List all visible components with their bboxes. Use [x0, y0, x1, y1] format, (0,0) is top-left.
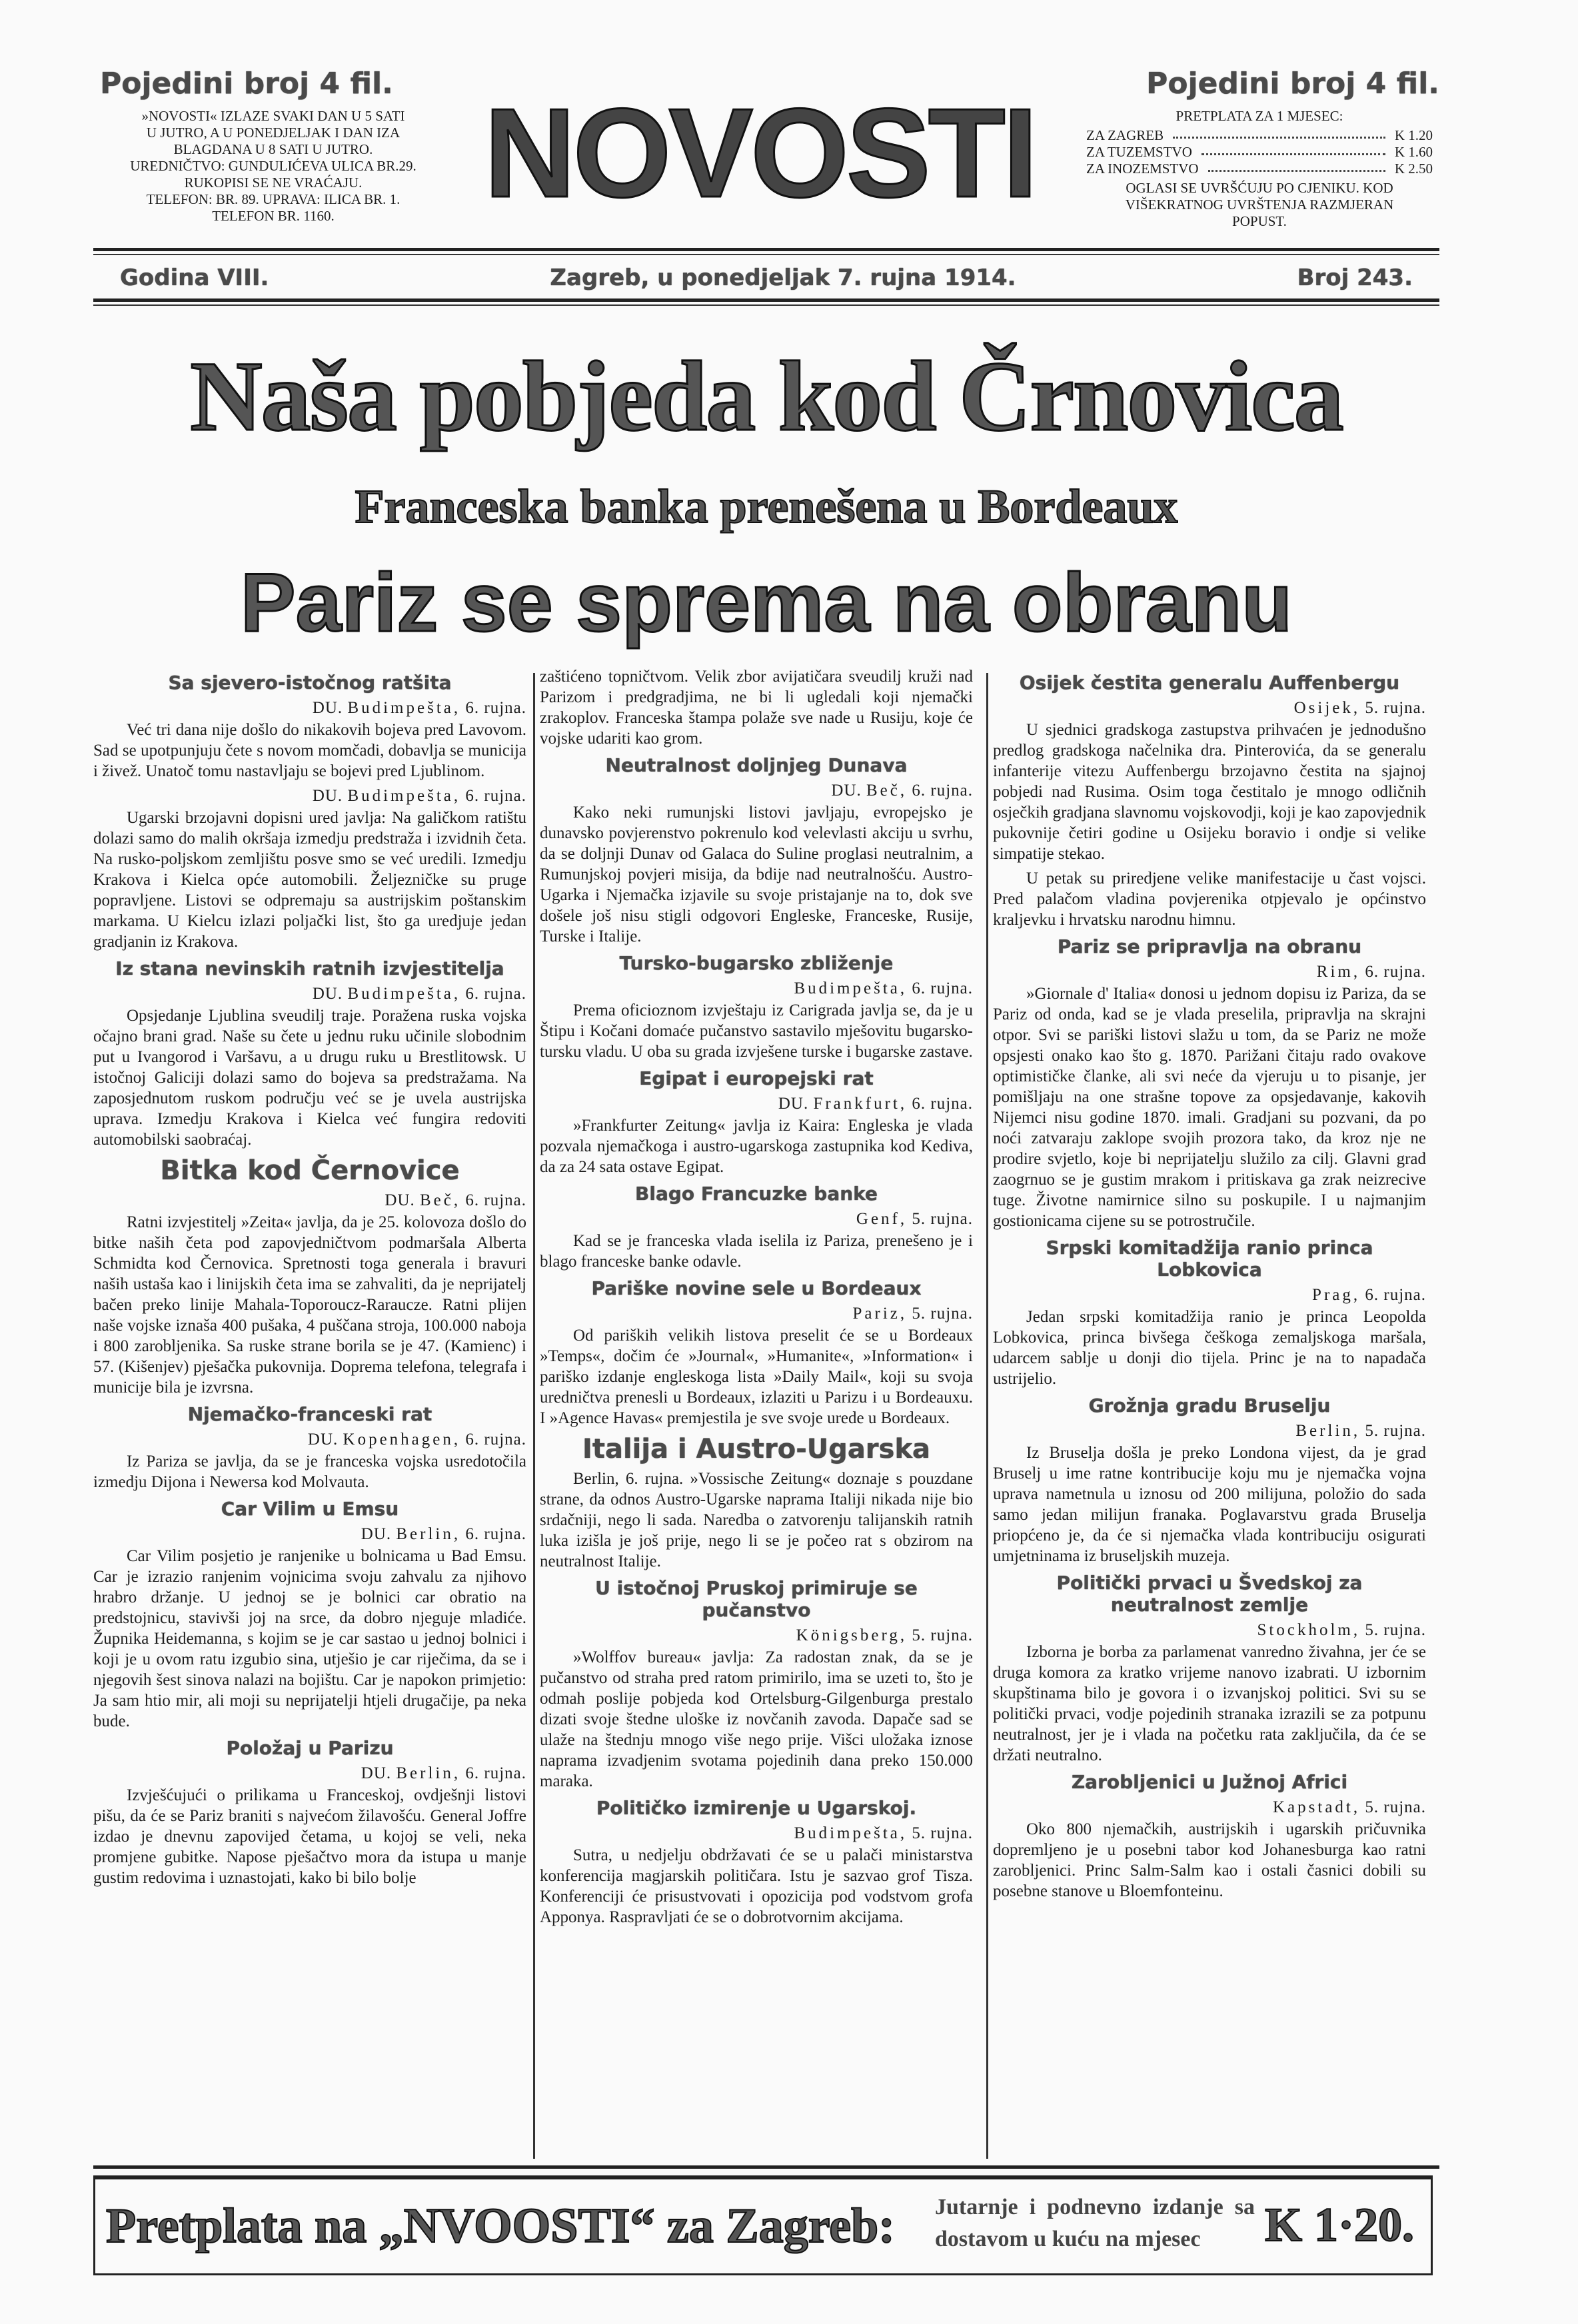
dateline-place: Königsberg,: [796, 1626, 908, 1644]
price-row: [1086, 144, 1433, 161]
article-title: Neutralnost doljnjeg Dunava: [605, 754, 908, 776]
dateline-place: Berlin,: [396, 1525, 461, 1543]
dateline-date: 6. rujna.: [465, 1431, 526, 1449]
dateline: [93, 261, 1439, 294]
article-paragraph: Već tri dana nije došlo do nikakovih bojeva pred Lavovom. Sad se upotpunjuju čete s novom momčadi, dobavlja se municija i živež. Unatoč tomu nastavljaju se bojevi pred Ljublinom.: [93, 721, 526, 780]
dateline-place: Budimpešta,: [794, 1824, 908, 1842]
dateline-date: 6. rujna.: [465, 1764, 526, 1782]
masthead-rule: [93, 248, 1439, 251]
dateline-place: Rim,: [1316, 963, 1361, 981]
agency-prefix: DU.: [312, 985, 343, 1003]
info-line: »NOVOSTI« IZLAZE SVAKI DAN U 5 SATI: [141, 108, 405, 124]
dateline-date: 6. rujna.: [912, 1095, 973, 1113]
dateline-source: [993, 1797, 1426, 1818]
column-divider: [533, 673, 535, 2159]
price-value: K 2.50: [1394, 161, 1433, 177]
dateline-date: 6. rujna.: [465, 985, 526, 1003]
subscription-title: PRETPLATA ZA 1 MJESEC:: [1176, 108, 1343, 124]
ads-info: [1080, 180, 1439, 230]
article-paragraph: U sjednici gradskoga zastupstva prihvaćen je jednodušno predlog gradskoga načelnika dra. Pinterovića, da se generalu infanterije vitezu Auffenbergu brzojavno čestita na sjajnoj pobjedi nad Rusima. Osim toga čestitalo je mnogo odličnih osječkih gradjana slavnomu vojskovodji, koji je kao zapovjednik pukovnije četiri godine u Osijeku boravio i ondje si velike simpatije stekao.: [993, 721, 1426, 863]
single-issue-price: Pojedini broj 4 fil.: [1146, 67, 1439, 101]
issue-number: Broj 243.: [1297, 265, 1413, 291]
article-paragraph: Iz Pariza se javlja, da se je franceska vojska usredotočila izmedju Dijona i Newersa kod Molvauta.: [93, 1452, 526, 1491]
masthead-rule-thin: [93, 254, 1439, 255]
info-line: RUKOPISI SE NE VRAĆAJU.: [184, 175, 363, 191]
article-title: Sa sjevero-istočnog ratšita: [168, 672, 452, 694]
price-label: ZA TUZEMSTVO: [1086, 144, 1192, 160]
dateline-source: [540, 1303, 973, 1324]
info-line: U JUTRO, A U PONEDJELJAK I DAN IZA: [146, 125, 400, 141]
banner-price: K 1·20.: [1265, 2198, 1415, 2251]
dateline-place: Pariz,: [852, 1305, 908, 1323]
article-title: Blago Francuzke banke: [635, 1183, 878, 1205]
price-row: [1086, 161, 1433, 177]
dateline-date: 6. rujna.: [465, 787, 526, 805]
article: [93, 672, 526, 952]
article: [540, 1434, 973, 1572]
dateline-source: [93, 1429, 526, 1450]
dateline-place: Genf,: [856, 1210, 908, 1228]
dateline-place: Berlin,: [1295, 1422, 1361, 1440]
article-paragraph: Jedan srpski komitadžija ranio je princa Leopolda Lobkovica, princa bivšega češkoga zemaljskoga maršala, udarcem sablje u donji dio tijela. Princ je na to napadača ustrijelio.: [993, 1308, 1426, 1388]
price-row: [1086, 127, 1433, 144]
info-line: VIŠEKRATNOG UVRŠTENJA RAZMJERAN: [1125, 197, 1394, 213]
dateline-date: 5. rujna.: [912, 1305, 973, 1323]
dateline-source: [540, 978, 973, 999]
dateline-place: Budimpešta,: [347, 699, 461, 717]
dateline-source: [993, 1421, 1426, 1441]
article-paragraph: zaštićeno topničtvom. Velik zbor avijatičara sveudilj kruži nad Parizom i predgradjima, ne bi li ugledali koji njemački zrakoplov. Franceska štampa polaže sve nade u Rusiju, koje će vojske udariti kao grom.: [540, 668, 973, 748]
article-title: Grožnja gradu Bruselju: [1088, 1395, 1331, 1417]
dateline-place: Beč,: [866, 782, 908, 800]
dateline-place: Budimpešta,: [347, 787, 461, 805]
dateline-source: [993, 1285, 1426, 1305]
article: [93, 1155, 526, 1398]
article-paragraph: Od pariških velikih listova preselit će se u Bordeaux »Temps«, dočim će »Journal«, »Humanite«, »Information« i pariško izdanje engleskoga lista »Daily Mail«, koji su svoja uredničtva prenesli u Bordeaux, izlaziti u Parizu i u Bordeauxu. I »Agence Havas« premjestila je sve svoje urede u Bordeaux.: [540, 1327, 973, 1427]
article-title: Političko izmirenje u Ugarskoj.: [596, 1797, 917, 1819]
dateline-rule-thin: [93, 304, 1439, 306]
article: [993, 1237, 1426, 1389]
agency-prefix: DU.: [778, 1095, 809, 1113]
article-title: U istočnoj Pruskoj primiruje se pučanstvo: [595, 1577, 918, 1621]
article: [993, 1771, 1426, 1902]
article-paragraph: Prema oficioznom izvještaju iz Carigrada javlja se, da je u Štipu i Kočani domaće pučanstvo sastavilo mješovitu bugarsko-tursku vladu. U oba su grada izvješene turske i bugarske zastave.: [540, 1001, 973, 1061]
price-label: ZA INOZEMSTVO: [1086, 161, 1199, 177]
subscription-prices: [1086, 127, 1433, 177]
dateline-date: 5. rujna.: [1365, 699, 1426, 717]
article: [993, 935, 1426, 1231]
article: [540, 1277, 973, 1429]
article-paragraph: Sutra, u nedjelju obdržavati će se u palači ministarstva konferencija magjarskih političara. Istu je sazvao grof Tisza. Konferenciji će prisustvovati i opozicija pod vodstvom grofa Apponya. Raspravljati će se o dobrotvornim akcijama.: [540, 1846, 973, 1926]
masthead-left: [100, 67, 446, 225]
agency-prefix: DU.: [385, 1191, 415, 1209]
dateline-date: 6. rujna.: [1365, 963, 1426, 981]
dateline-place: Kopenhagen,: [343, 1431, 461, 1449]
leader-dots: [1208, 161, 1385, 172]
dateline-date: 6. rujna.: [912, 979, 973, 997]
article-title: Pariške novine sele u Bordeaux: [591, 1277, 922, 1299]
article: [540, 1577, 973, 1792]
dateline-source: [993, 961, 1426, 982]
dateline-date: 6. rujna.: [465, 1191, 526, 1209]
dateline-source: [93, 698, 526, 718]
dateline-place: Stockholm,: [1257, 1621, 1361, 1639]
dateline-source: [993, 1620, 1426, 1640]
article-title: Car Vilim u Emsu: [221, 1498, 399, 1520]
dateline-rule: [93, 298, 1439, 302]
dateline-date: 6. rujna.: [1365, 1286, 1426, 1304]
article: [993, 1572, 1426, 1766]
article-paragraph: Izborna je borba za parlamenat vanredno živahna, jer će se druga komora za kratko vrijeme nanovo izabrati. U izbornim skupštinama bilo je govora i o izvanjskoj politici. Svi su se politički prvaci, vodje pojedinih stranaka izrazili se za potpunu neutralnost, jer je i vlada na početku rata zaključila, da će se držati neutralno.: [993, 1643, 1426, 1764]
dateline-source: [93, 1190, 526, 1211]
dateline-source: [93, 786, 526, 806]
article-paragraph: Car Vilim posjetio je ranjenike u bolnicama u Bad Emsu. Car je izrazio ranjenim vojnicima svoju zahvalu za njihovo hrabro držanje. U jednoj se je bolnici car obratio na predstojnicu, stavivši joj na srce, da dobro njeguje mladiće. Župnika Heidemanna, s kojim se je car sastao u jednoj bolnici i koji je u ovom ratu izgubio sina, utješio je car riječima, da se i njegovih šest sinova nalazi na bojištu. Car je napokon primjetio: Ja sam htio mir, ali moji su neprijatelji htjeli drugačije, pa neka bude.: [93, 1547, 526, 1730]
column-divider: [986, 673, 988, 2159]
dateline-source: [993, 698, 1426, 718]
agency-prefix: DU.: [361, 1525, 392, 1543]
article-paragraph: Opsjedanje Ljublina sveudilj traje. Poražena ruska vojska očajno brani grad. Naše su čete u jednu ruku učinile slobodnim put u Ivangorod i Varšavu, a u drugu ruku u Brestlitowsk. U istočnoj Galiciji dolazi samo do bojeva sa predstražama. Na zaposjednutom ruskom području već se je uvela austrijska uprava. Izmedju Krakova i Kielca već fungira redoviti automobilski saobraćaj.: [93, 1007, 526, 1149]
main-headline: Naša pobjeda kod Črnovica: [190, 341, 1343, 452]
dateline-source: [540, 780, 973, 801]
column-1: [93, 666, 526, 1892]
masthead: [93, 67, 1439, 253]
article-paragraph: Ugarski brzojavni dopisni ured javlja: Na galičkom ratištu dolazi samo do malih okršaja izmedju predstraža i izvidnih četa. Na rusko-poljskom zemljištu posve smo se već uredili. Izmedju Krakova i Kielca opće automobili. Željezničke su pruge popravljene. Listovi se odpremaju sa austrijskim poštanskim markama. U Kielcu izlazi poljački list, što ga uredjuje jedan gradjanin iz Krakova.: [93, 809, 526, 951]
article: [540, 1797, 973, 1928]
info-line: OGLASI SE UVRŠĆUJU PO CJENIKU. KOD: [1126, 180, 1393, 196]
dateline-place: Osijek,: [1293, 699, 1361, 717]
sub-headline: Franceska banka prenešena u Bordeaux: [355, 480, 1178, 533]
dateline-place: Prag,: [1312, 1286, 1361, 1304]
dateline-place: Berlin,: [396, 1764, 461, 1782]
article-title: Položaj u Parizu: [226, 1737, 394, 1759]
agency-prefix: DU.: [307, 1431, 339, 1449]
article-paragraph: Izvješćujući o prilikama u Franceskoj, ovdješnji listovi pišu, da će se Pariz braniti s najvećom žilavošću. General Joffre izdao je dnevnu zapovijed četama, u kojoj se veli, neka promjene gubitke. Napose pješačtvo mora da istupa u manje gustim redovima i uznastojati, kako bi bilo bolje: [93, 1786, 526, 1887]
dateline-date: 5. rujna.: [1365, 1798, 1426, 1816]
article-title: Politički prvaci u Švedskoj za neutralnost zemlje: [1056, 1572, 1363, 1616]
article-paragraph: »Wolffov bureau« javlja: Za radostan znak, da se je pučanstvo od straha pred ratom primirilo, ima se uzeti to, što je odmah poslije pobjeda kod Ortelsburg-Gilgenburga prestalo dizati svoje štedne uloške iz novčanih zavoda. Dapače sad se ulaže na štednju mnogo više nego prije. Višci uložaka iznose naprama izvadjenim svotama pojedinih dana preko 150.000 maraka.: [540, 1648, 973, 1790]
dateline-place: Kapstadt,: [1273, 1798, 1361, 1816]
article-paragraph: Ratni izvjestitelj »Zeita« javlja, da je 25. kolovoza došlo do bitke naših četa pod zapovjedničtvom podmaršala Alberta Schmidta kod Černovica. Spretnosti toga generala i bravuri naših ustaša kao i linijskih četa ima se zahvaliti, da je neprijatelj bačen preko linije Mahala-Toporoucz-Raraucze. Ratni plijen naše vojske iznaša 400 pušaka, 4 puščana stroja, 100.000 naboja i 800 zarobljenika. Sa ruske strane borila se je 47. (Kamienc) i 57. (Kišenjev) pješačka pukovnija. Doprema telefona, telegrafa i municije bila je izvrsna.: [93, 1213, 526, 1397]
article-title: Iz stana nevinskih ratnih izvjestitelja: [115, 957, 504, 979]
info-line: POPUST.: [1232, 213, 1287, 229]
price-value: K 1.60: [1394, 144, 1433, 160]
dateline-date: 5. rujna.: [912, 1210, 973, 1228]
dateline-place: Frankfurt,: [813, 1095, 908, 1113]
info-line: TELEFON BR. 1160.: [212, 208, 335, 224]
article-title: Zarobljenici u Južnoj Africi: [1071, 1771, 1348, 1793]
dateline-date: 5. rujna.: [1365, 1621, 1426, 1639]
info-line: UREDNIČTVO: GUNDULIĆEVA ULICA BR.29.: [130, 158, 416, 174]
banner-main-text: Pretplata na „NVOOSTI“ za Zagreb:: [106, 2199, 895, 2253]
dateline-place: Budimpešta,: [347, 985, 461, 1003]
article-paragraph: Kad se je franceska vlada iselila iz Pariza, prenešeno je i blago franceske banke odavle.: [540, 1232, 973, 1271]
dateline-source: [540, 1093, 973, 1114]
dateline-date: 5. rujna.: [1365, 1422, 1426, 1440]
column-3: [993, 666, 1426, 1906]
dateline-source: [93, 1763, 526, 1784]
issue-date: Zagreb, u ponedjeljak 7. rujna 1914.: [550, 265, 1016, 291]
article: [993, 1395, 1426, 1566]
price-value: K 1.20: [1394, 127, 1433, 143]
agency-prefix: DU.: [831, 782, 862, 800]
leader-dots: [1201, 144, 1385, 155]
leader-dots: [1173, 127, 1385, 139]
dateline-date: 6. rujna.: [465, 699, 526, 717]
article: [540, 1067, 973, 1177]
volume-year: Godina VIII.: [120, 265, 269, 291]
article: [93, 1403, 526, 1492]
agency-prefix: DU.: [361, 1764, 392, 1782]
article-title: Pariz se pripravlja na obranu: [1057, 935, 1362, 957]
dateline-source: [540, 1209, 973, 1229]
agency-prefix: DU.: [312, 787, 343, 805]
info-line: TELEFON: BR. 89. UPRAVA: ILICA BR. 1.: [146, 191, 400, 207]
banner-detail-text: Jutarnje i podnevno izdanje sa dostavom u kuću na mjesec: [935, 2195, 1255, 2251]
dateline-source: [540, 1823, 973, 1844]
masthead-right: [1080, 67, 1439, 230]
article: [540, 952, 973, 1062]
article-title: Osijek čestita generalu Auffenbergu: [1019, 672, 1400, 694]
article-paragraph: Kako neki rumunjski listovi javljaju, evropejsko je dunavsko povjerenstvo pokrenulo kod velevlasti akciju u svrhu, da se doljnji Dunav od Galaca do Suline proglasi neutralnim, a Rumunjskoj povjeri misija, da bdije nad neutralnošću. Austro-Ugarka i Njemačka izjavile su svoje pristajanje na to, dok sve došele još nisu stigli odgovori Engleske, Franceske, Rusije, Turske i Italije.: [540, 804, 973, 945]
price-label: ZA ZAGREB: [1086, 127, 1164, 143]
article: [93, 957, 526, 1150]
dateline-source: [93, 983, 526, 1004]
dateline-place: Budimpešta,: [794, 979, 908, 997]
newspaper-logo: NOVOSTI: [484, 83, 1036, 224]
dateline-date: 6. rujna.: [912, 782, 973, 800]
article-paragraph: Iz Bruselja došla je preko Londona vijest, da je grad Bruselj u ime ratne kontribucije koju mu je njemačka vojna uprava nametnula u iznosu od 200 milijuna, položio do sada samo jedan milijun franaka. Poglavarstvu grada Bruselja priopćeno je, da će si njemačka vlada kontribuciju osigurati umjetninama iz bruseljskih muzeja.: [993, 1444, 1426, 1565]
article-paragraph: »Frankfurter Zeitung« javlja iz Kaira: Engleska je vlada pozvala njemačkoga i austro-ugarskoga zastupnika kod Kediva, da za 24 sata ostave Egipat.: [540, 1117, 973, 1176]
article-title: Tursko-bugarsko zbliženje: [619, 952, 894, 974]
article-title: Bitka kod Černovice: [160, 1155, 460, 1186]
dateline-date: 6. rujna.: [465, 1525, 526, 1543]
article: [993, 672, 1426, 930]
article-paragraph: U petak su priredjene velike manifestacije u čast vojsci. Pred palačom vladina povjerenika otpjevalo je općinstvo kraljevku i hrvatsku narodnu himnu.: [993, 870, 1426, 929]
article-title: Italija i Austro-Ugarska: [582, 1434, 931, 1464]
single-issue-price: Pojedini broj 4 fil.: [100, 67, 393, 101]
agency-prefix: DU.: [312, 699, 343, 717]
article: [93, 1737, 526, 1888]
article-title: Srpski komitadžija ranio princa Lobkovica: [1046, 1237, 1373, 1281]
subscription-banner: [93, 2175, 1433, 2275]
footer-rule: [93, 2165, 1439, 2169]
article: [540, 1183, 973, 1272]
newspaper-page: [93, 67, 1439, 2285]
article-title: Njemačko-franceski rat: [187, 1403, 432, 1425]
article: [540, 666, 973, 749]
article: [93, 1498, 526, 1732]
column-2: [540, 666, 973, 1932]
dateline-date: 5. rujna.: [912, 1824, 973, 1842]
dateline-source: [93, 1524, 526, 1544]
dateline-place: Beč,: [420, 1191, 461, 1209]
article-paragraph: Oko 800 njemačkih, austrijskih i ugarskih pričuvnika dopremljeno je u posebni tabor kod Johanesburga kao ratni zarobljenici. Princ Salm-Salm kao i ostali časnici dobili su posebne stanove u Bloemfonteinu.: [993, 1820, 1426, 1900]
article-paragraph: »Giornale d' Italia« donosi u jednom dopisu iz Pariza, da se Pariz od onda, kad se je vlada preselila, pripravlja na skrajni otpor. Svi se pariški listovi slažu u tom, da se Pariz ne može opsjesti onako kao što g. 1870. Parižani čitaju rado ovakove optimističke članke, ali svi neće da vjeruju u to pisanje, jer pomišljaju na one strašne topove za opsjedavanje, kakovih Nijemci nisu godine 1870. imali. Gradjani su pozvani, da po noći zatvaraju zaklope svojih prozora tako, da kroz nje ne prodire svjetlo, koje bi neprijatelju služilo za cilj. Glavni grad zaogrnuo se je gustim mrakom i pritiskava ga zrak neizrecive tuge. Životne namirnice silno su poskupile. I u najmanjim gostionicama cijene su se potrostručile.: [993, 985, 1426, 1230]
article-title: Egipat i europejski rat: [639, 1067, 874, 1089]
article-paragraph: Berlin, 6. rujna. »Vossische Zeitung« doznaje s pouzdane strane, da odnos Austro-Ugarske naprama Italiji nikada nije bio srdačniji, nego li sada. Naredba o zatvorenju talijanskih ratnih luka izišla je još prije, nego li se je počeo rat s obzirom na neutralnost Italije.: [540, 1470, 973, 1570]
publication-info: [100, 108, 446, 225]
info-line: BLAGDANA U 8 SATI U JUTRO.: [173, 141, 373, 157]
dateline-date: 5. rujna.: [912, 1626, 973, 1644]
dateline-source: [540, 1625, 973, 1646]
third-headline: Pariz se sprema na obranu: [240, 557, 1293, 649]
article: [540, 754, 973, 947]
